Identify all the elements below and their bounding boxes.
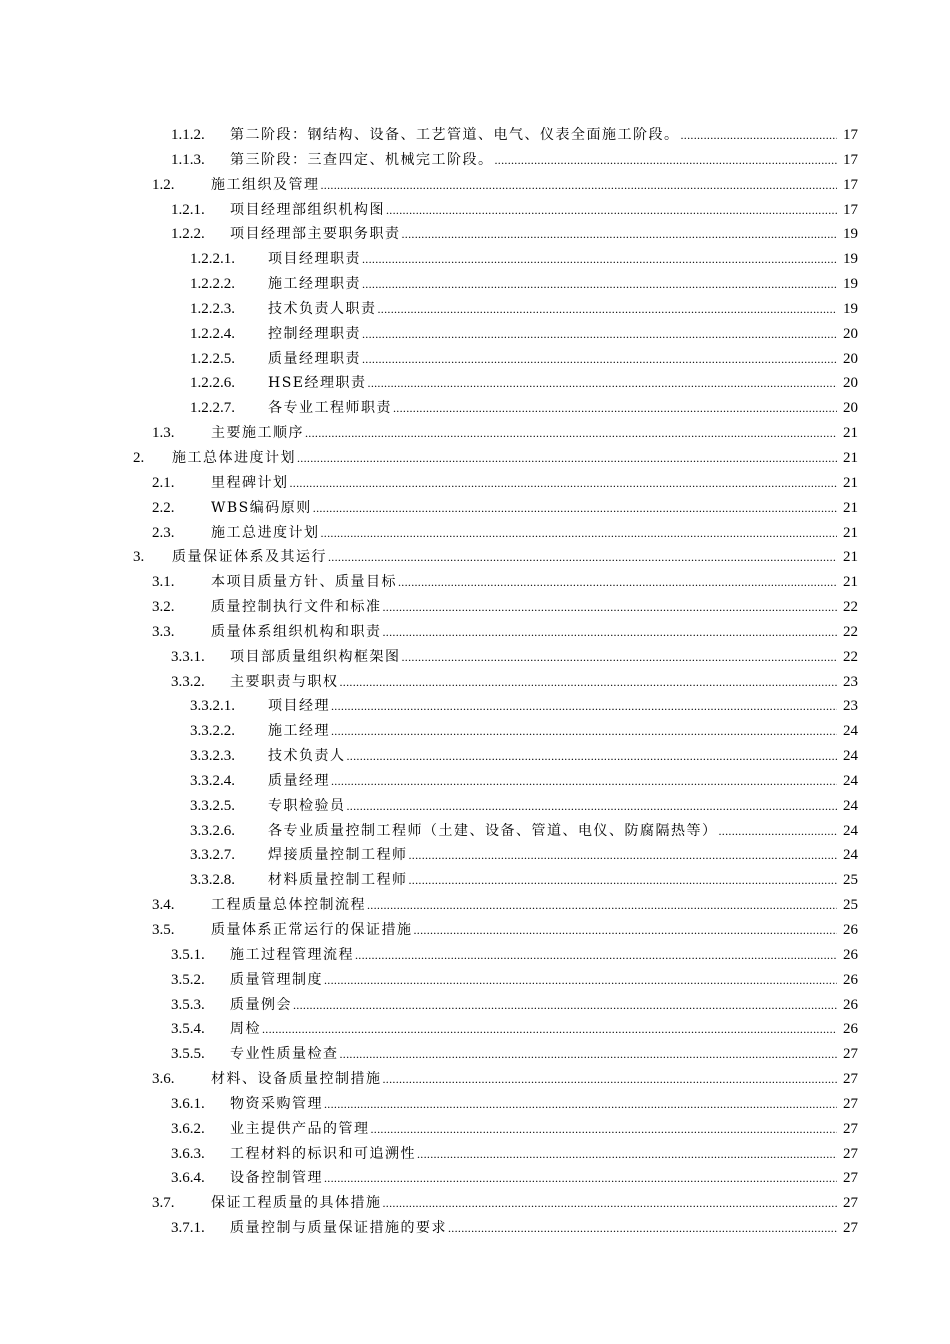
dot-leader — [321, 173, 838, 198]
toc-entry-page-number: 24 — [843, 723, 858, 740]
toc-entry-number: 3.3.1. — [171, 648, 205, 665]
toc-entry-title: 物资采购管理 — [230, 1095, 323, 1112]
toc-entry-page-number: 20 — [843, 350, 858, 367]
toc-entry-title-line — [230, 1117, 838, 1142]
toc-entry-title: 本项目质量方针、质量目标 — [211, 574, 397, 591]
toc-entry[interactable] — [0, 1017, 950, 1042]
dot-leader — [328, 545, 837, 570]
toc-entry-page-number: 20 — [843, 400, 858, 417]
toc-entry-title-line — [211, 1067, 838, 1092]
toc-entry[interactable] — [0, 421, 950, 446]
toc-entry-number: 3.5.1. — [171, 946, 205, 963]
toc-entry[interactable] — [0, 272, 950, 297]
toc-entry-number: 3.3.2. — [171, 673, 205, 690]
toc-entry-number: 1.2.2.7. — [190, 400, 235, 417]
toc-entry-page-number: 27 — [843, 1071, 858, 1088]
toc-entry-page-number: 21 — [843, 549, 858, 566]
toc-entry-number: 1.2.2. — [171, 226, 205, 243]
toc-entry[interactable] — [0, 148, 950, 173]
toc-entry-title-line — [268, 396, 838, 421]
toc-entry-number: 2.1. — [152, 474, 175, 491]
toc-entry-title: 专业性质量检查 — [230, 1046, 339, 1063]
toc-entry-page-number: 22 — [843, 623, 858, 640]
toc-entry-title: 质量控制与质量保证措施的要求 — [230, 1220, 447, 1237]
toc-entry[interactable] — [0, 471, 950, 496]
toc-entry-title-line — [211, 471, 838, 496]
toc-entry-title-line — [211, 893, 838, 918]
toc-entry-page-number: 21 — [843, 449, 858, 466]
toc-entry-page-number: 27 — [843, 1120, 858, 1137]
toc-entry[interactable] — [0, 645, 950, 670]
toc-entry-title-line — [230, 148, 838, 173]
toc-entry-number: 3.6. — [152, 1071, 175, 1088]
toc-entry-page-number: 26 — [843, 971, 858, 988]
toc-entry-title-line — [211, 421, 838, 446]
toc-entry-page-number: 21 — [843, 425, 858, 442]
toc-entry-title-line — [268, 322, 838, 347]
toc-entry-number: 1.2.2.4. — [190, 325, 235, 342]
toc-entry-title-line — [211, 496, 838, 521]
toc-entry-page-number: 27 — [843, 1046, 858, 1063]
toc-entry-number: 2. — [133, 449, 145, 466]
toc-entry-title: 工程质量总体控制流程 — [211, 897, 366, 914]
toc-entry-title-line — [268, 694, 838, 719]
toc-entry-number: 3.6.2. — [171, 1120, 205, 1137]
dot-leader — [297, 446, 837, 471]
dot-leader — [340, 670, 838, 695]
toc-entry-page-number: 27 — [843, 1170, 858, 1187]
toc-entry-page-number: 19 — [843, 276, 858, 293]
toc-entry-page-number: 27 — [843, 1195, 858, 1212]
toc-entry-page-number: 21 — [843, 474, 858, 491]
toc-entry-page-number: 27 — [843, 1095, 858, 1112]
toc-entry-page-number: 17 — [843, 151, 858, 168]
toc-entry-number: 1.2. — [152, 176, 175, 193]
toc-entry[interactable] — [0, 347, 950, 372]
toc-entry-title: 项目经理职责 — [268, 251, 361, 268]
toc-entry-title: 施工经理职责 — [268, 276, 361, 293]
toc-entry-title-line — [230, 222, 838, 247]
toc-entry[interactable] — [0, 1166, 950, 1191]
toc-entry-page-number: 22 — [843, 648, 858, 665]
toc-entry[interactable] — [0, 173, 950, 198]
dot-leader — [305, 421, 837, 446]
toc-entry-number: 3.3. — [152, 623, 175, 640]
toc-entry-number: 3.3.2.8. — [190, 872, 235, 889]
toc-entry[interactable] — [0, 968, 950, 993]
dot-leader — [362, 347, 837, 372]
toc-entry-title-line — [268, 843, 838, 868]
toc-entry-title-line — [230, 1042, 838, 1067]
toc-entry-title: 质量经理 — [268, 772, 330, 789]
toc-entry-page-number: 23 — [843, 673, 858, 690]
dot-leader — [313, 496, 837, 521]
toc-entry-number: 1.2.2.1. — [190, 251, 235, 268]
toc-entry[interactable] — [0, 1067, 950, 1092]
toc-entry-number: 3.5. — [152, 922, 175, 938]
toc-entry-page-number: 17 — [843, 176, 858, 193]
toc-entry-title: 质量控制执行文件和标准 — [211, 599, 382, 616]
toc-entry-title: 项目部质量组织构框架图 — [230, 648, 401, 665]
toc-entry-number: 3.3.2.2. — [190, 723, 235, 740]
dot-leader — [393, 396, 837, 421]
toc-entry-number: 1.2.2.3. — [190, 300, 235, 317]
toc-entry-number: 3.6.3. — [171, 1145, 205, 1162]
toc-entry-title-line — [172, 446, 838, 471]
toc-entry-page-number: 21 — [843, 499, 858, 516]
toc-entry[interactable] — [0, 545, 950, 570]
toc-entry-title-line — [268, 819, 838, 844]
toc-entry-number: 1.1.2. — [171, 127, 205, 143]
toc-entry[interactable] — [0, 1142, 950, 1167]
toc-entry-title: 质量体系正常运行的保证措施 — [211, 922, 413, 938]
toc-entry-page-number: 17 — [843, 201, 858, 218]
toc-entry-title-line — [211, 173, 838, 198]
toc-entry-title-line — [211, 620, 838, 645]
toc-entry-title-line — [268, 794, 838, 819]
toc-entry-title: 施工总进度计划 — [211, 524, 320, 541]
toc-entry-title: 保证工程质量的具体措施 — [211, 1195, 382, 1212]
dot-leader — [495, 148, 838, 173]
toc-entry[interactable] — [0, 744, 950, 769]
toc-entry[interactable] — [0, 247, 950, 272]
toc-entry-page-number: 24 — [843, 748, 858, 765]
toc-entry-title: 工程材料的标识和可追溯性 — [230, 1145, 416, 1162]
toc-entry-page-number: 26 — [843, 946, 858, 963]
toc-entry[interactable] — [0, 521, 950, 546]
toc-entry-title: 施工过程管理流程 — [230, 946, 354, 963]
toc-entry[interactable] — [0, 918, 950, 943]
toc-entry[interactable] — [0, 570, 950, 595]
dot-leader — [371, 1117, 838, 1142]
toc-entry-number: 3.6.4. — [171, 1170, 205, 1187]
toc-entry[interactable] — [0, 297, 950, 322]
dot-leader — [324, 1092, 837, 1117]
dot-leader — [362, 247, 837, 272]
toc-entry-title-line — [211, 595, 838, 620]
toc-entry-title: 里程碑计划 — [211, 474, 289, 491]
toc-entry-page-number: 21 — [843, 574, 858, 591]
toc-entry[interactable] — [0, 1092, 950, 1117]
toc-entry-number: 1.2.1. — [171, 201, 205, 218]
toc-entry-number: 3. — [133, 549, 145, 566]
dot-leader — [340, 1042, 838, 1067]
dot-leader — [409, 843, 838, 868]
toc-entry[interactable] — [0, 1191, 950, 1216]
toc-entry[interactable] — [0, 396, 950, 421]
toc-entry[interactable] — [0, 371, 950, 396]
toc-entry[interactable] — [0, 496, 950, 521]
toc-entry-title: 控制经理职责 — [268, 325, 361, 342]
toc-entry-title-line — [230, 943, 838, 968]
dot-leader — [681, 123, 838, 148]
toc-entry-number: 3.6.1. — [171, 1095, 205, 1112]
toc-entry-number: 1.1.3. — [171, 151, 205, 168]
toc-entry-title-line — [230, 968, 838, 993]
toc-entry-title-line — [211, 1191, 838, 1216]
toc-entry-title-line — [268, 868, 838, 893]
toc-entry-number: 3.3.2.6. — [190, 822, 235, 839]
toc-entry-title-line — [268, 297, 838, 322]
toc-entry-number: 3.7.1. — [171, 1220, 205, 1237]
toc-entry-page-number: 21 — [843, 524, 858, 541]
dot-leader — [414, 918, 838, 943]
dot-leader — [331, 719, 837, 744]
toc-entry-title: 主要施工顺序 — [211, 425, 304, 442]
toc-entry-title-line — [268, 744, 838, 769]
toc-entry-title: 各专业质量控制工程师（土建、设备、管道、电仪、防腐隔热等） — [268, 822, 718, 839]
dot-leader — [398, 570, 837, 595]
dot-leader — [719, 819, 838, 844]
toc-entry-title: 质量经理职责 — [268, 350, 361, 367]
toc-entry-page-number: 20 — [843, 325, 858, 342]
toc-entry-title: 材料质量控制工程师 — [268, 872, 408, 889]
toc-entry-page-number: 22 — [843, 599, 858, 616]
toc-entry-title: 第三阶段：三查四定、机械完工阶段。 — [230, 151, 494, 168]
toc-entry-title-line — [230, 1166, 838, 1191]
toc-entry-page-number: 23 — [843, 698, 858, 715]
toc-entry-title-line — [230, 993, 838, 1018]
toc-entry-title-line — [172, 545, 838, 570]
toc-entry-title-line — [230, 1216, 838, 1241]
toc-entry-title: 施工组织及管理 — [211, 176, 320, 193]
dot-leader — [448, 1216, 837, 1241]
toc-entry[interactable] — [0, 794, 950, 819]
dot-leader — [383, 595, 838, 620]
toc-entry-number: 1.2.2.6. — [190, 375, 235, 392]
toc-entry-title: 各专业工程师职责 — [268, 400, 392, 417]
toc-entry-page-number: 25 — [843, 872, 858, 889]
toc-entry-number: 3.3.2.3. — [190, 748, 235, 765]
toc-entry-title-line — [230, 1017, 838, 1042]
toc-entry-title: 焊接质量控制工程师 — [268, 847, 408, 864]
toc-entry-title-line — [211, 918, 838, 943]
toc-entry[interactable] — [0, 719, 950, 744]
toc-entry-number: 3.5.5. — [171, 1046, 205, 1063]
toc-entry[interactable] — [0, 595, 950, 620]
toc-entry-page-number: 19 — [843, 226, 858, 243]
toc-entry-title: WBS编码原则 — [211, 499, 312, 516]
toc-entry-title: HSE经理职责 — [268, 375, 367, 392]
toc-entry-number: 3.3.2.5. — [190, 797, 235, 814]
toc-entry-title: 施工经理 — [268, 723, 330, 740]
toc-entry-number: 3.7. — [152, 1195, 175, 1212]
dot-leader — [290, 471, 838, 496]
toc-entry[interactable] — [0, 620, 950, 645]
toc-entry-number: 1.2.2.2. — [190, 276, 235, 293]
toc-entry-title: 质量例会 — [230, 996, 292, 1013]
toc-entry[interactable] — [0, 943, 950, 968]
toc-entry-page-number: 24 — [843, 822, 858, 839]
toc-entry-number: 3.5.2. — [171, 971, 205, 988]
dot-leader — [262, 1017, 837, 1042]
dot-leader — [362, 272, 837, 297]
toc-entry-title: 主要职责与职权 — [230, 673, 339, 690]
toc-entry-page-number: 24 — [843, 772, 858, 789]
toc-entry-title: 项目经理 — [268, 698, 330, 715]
dot-leader — [324, 1166, 837, 1191]
toc-entry-number: 3.5.4. — [171, 1021, 205, 1038]
toc-entry-page-number: 20 — [843, 375, 858, 392]
toc-entry-title: 专职检验员 — [268, 797, 346, 814]
toc-entry-title-line — [268, 769, 838, 794]
toc-entry-title: 材料、设备质量控制措施 — [211, 1071, 382, 1088]
toc-entry-title: 项目经理部组织机构图 — [230, 201, 385, 218]
dot-leader — [347, 744, 838, 769]
dot-leader — [355, 943, 837, 968]
dot-leader — [347, 794, 838, 819]
toc-entry-page-number: 17 — [843, 127, 858, 143]
toc-entry-page-number: 24 — [843, 797, 858, 814]
toc-entry-title-line — [268, 719, 838, 744]
toc-entry-number: 3.5.3. — [171, 996, 205, 1013]
toc-entry-page-number: 25 — [843, 897, 858, 914]
toc-entry-title: 设备控制管理 — [230, 1170, 323, 1187]
dot-leader — [402, 645, 838, 670]
toc-entry-title: 施工总体进度计划 — [172, 449, 296, 466]
toc-entry[interactable] — [0, 670, 950, 695]
toc-entry-number: 2.2. — [152, 499, 175, 516]
dot-leader — [383, 1067, 838, 1092]
toc-entry-title-line — [268, 371, 838, 396]
toc-entry-title: 项目经理部主要职务职责 — [230, 226, 401, 243]
toc-entry[interactable] — [0, 1117, 950, 1142]
toc-entry-title: 周检 — [230, 1021, 261, 1038]
dot-leader — [383, 1191, 838, 1216]
toc-entry[interactable] — [0, 198, 950, 223]
toc-entry[interactable] — [0, 694, 950, 719]
toc-entry-number: 3.3.2.1. — [190, 698, 235, 715]
dot-leader — [417, 1142, 837, 1167]
toc-entry-page-number: 26 — [843, 996, 858, 1013]
toc-entry-number: 3.1. — [152, 574, 175, 591]
toc-entry-page-number: 19 — [843, 251, 858, 268]
dot-leader — [324, 968, 837, 993]
toc-entry-title: 第二阶段：钢结构、设备、工艺管道、电气、仪表全面施工阶段。 — [230, 127, 680, 143]
toc-entry-page-number: 26 — [843, 1021, 858, 1038]
toc-entry-title-line — [230, 198, 838, 223]
toc-entry-title: 质量体系组织机构和职责 — [211, 623, 382, 640]
toc-entry[interactable] — [0, 893, 950, 918]
dot-leader — [402, 222, 838, 247]
dot-leader — [378, 297, 838, 322]
toc-entry-page-number: 24 — [843, 847, 858, 864]
dot-leader — [293, 993, 837, 1018]
toc-entry[interactable] — [0, 322, 950, 347]
toc-entry-title-line — [268, 247, 838, 272]
toc-entry[interactable] — [0, 769, 950, 794]
toc-entry-title: 技术负责人 — [268, 748, 346, 765]
toc-entry-number: 2.3. — [152, 524, 175, 541]
dot-leader — [367, 893, 837, 918]
toc-entry-page-number: 19 — [843, 300, 858, 317]
dot-leader — [331, 694, 837, 719]
toc-entry-title-line — [268, 347, 838, 372]
toc-entry-title: 业主提供产品的管理 — [230, 1120, 370, 1137]
toc-entry-title-line — [230, 1142, 838, 1167]
toc-entry-title: 质量管理制度 — [230, 971, 323, 988]
toc-entry[interactable] — [0, 446, 950, 471]
dot-leader — [331, 769, 837, 794]
dot-leader — [383, 620, 838, 645]
toc-entry-number: 3.4. — [152, 897, 175, 914]
dot-leader — [362, 322, 837, 347]
toc-entry-page-number: 26 — [843, 922, 858, 938]
toc-entry-number: 3.3.2.4. — [190, 772, 235, 789]
toc-entry[interactable] — [0, 843, 950, 868]
toc-entry[interactable] — [0, 222, 950, 247]
toc-entry-title-line — [211, 570, 838, 595]
toc-entry[interactable] — [0, 1216, 950, 1241]
toc-entry-title-line — [230, 1092, 838, 1117]
dot-leader — [368, 371, 837, 396]
toc-entry[interactable] — [0, 819, 950, 844]
toc-entry-title: 技术负责人职责 — [268, 300, 377, 317]
toc-entry-number: 1.2.2.5. — [190, 350, 235, 367]
toc-entry-title-line — [211, 521, 838, 546]
toc-entry-title-line — [230, 123, 838, 148]
table-of-contents — [0, 123, 950, 1241]
dot-leader — [321, 521, 838, 546]
toc-entry-number: 3.2. — [152, 599, 175, 616]
toc-entry-number: 1.3. — [152, 425, 175, 442]
toc-entry-title-line — [230, 670, 838, 695]
toc-entry-number: 3.3.2.7. — [190, 847, 235, 864]
toc-entry-page-number: 27 — [843, 1220, 858, 1237]
toc-entry-title-line — [268, 272, 838, 297]
dot-leader — [386, 198, 837, 223]
toc-entry-page-number: 27 — [843, 1145, 858, 1162]
toc-entry[interactable] — [0, 1042, 950, 1067]
toc-entry[interactable] — [0, 123, 950, 148]
toc-entry[interactable] — [0, 868, 950, 893]
toc-entry-title-line — [230, 645, 838, 670]
toc-entry[interactable] — [0, 993, 950, 1018]
toc-entry-title: 质量保证体系及其运行 — [172, 549, 327, 566]
dot-leader — [409, 868, 838, 893]
